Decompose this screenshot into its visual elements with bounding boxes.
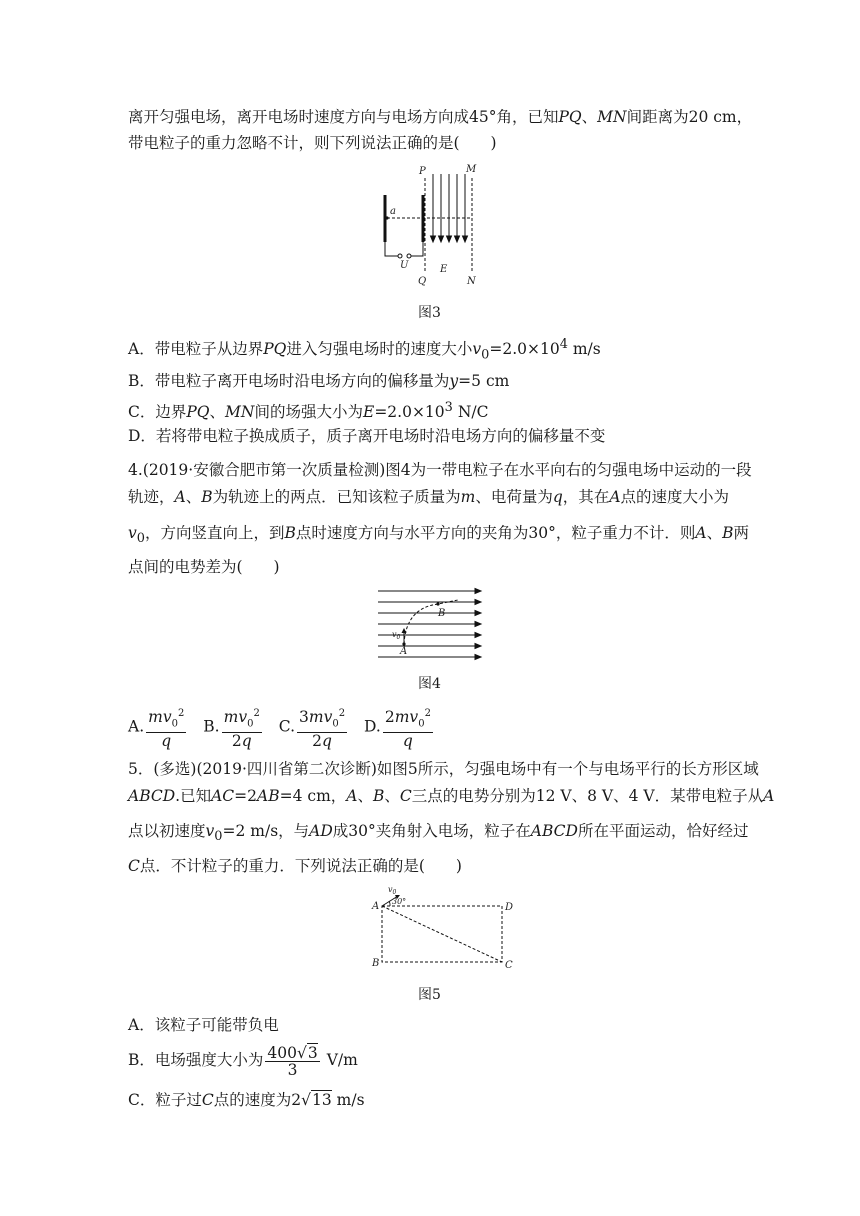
fig3-label-a: a xyxy=(390,206,396,217)
figure-4-caption: 图4 xyxy=(418,676,441,692)
fig4-label-a: A xyxy=(400,646,408,657)
figure-3-diagram xyxy=(376,160,496,288)
figure-5-caption: 图5 xyxy=(418,987,441,1003)
fig3-label-u: U xyxy=(400,260,409,271)
fig3-label-n: N xyxy=(467,276,476,287)
q5-option-a: A．该粒子可能带负电 xyxy=(128,1016,279,1034)
fig3-label-e: E xyxy=(440,264,448,275)
fig4-label-b: B xyxy=(438,608,446,619)
q4-line-3: $v_0$，方向竖直向上，到B点时速度方向与水平方向的夹角为30°，粒子重力不计．则A、B两 xyxy=(128,524,749,547)
figure-4-diagram xyxy=(376,586,486,662)
fig3-label-m: M xyxy=(466,164,477,175)
q5-option-c: C．粒子过C点的速度为2√13 m/s xyxy=(128,1091,365,1109)
q5-line-3: 点以初速度$v_0=2$ m/s，与AD成30°夹角射入电场，粒子在ABCD所在平面运动，恰好经过 xyxy=(128,822,749,845)
intro-line-2: 带电粒子的重力忽略不计，则下列说法正确的是( ) xyxy=(128,134,497,152)
figure-3-caption: 图3 xyxy=(418,305,441,321)
q4-options xyxy=(128,706,445,749)
fig3-label-q: Q xyxy=(418,276,427,287)
q4-line-4: 点间的电势差为( ) xyxy=(128,558,280,576)
q5-line-1: 5．(多选)(2019·四川省第二次诊断)如图5所示，匀强电场中有一个与电场平行的长方形区域 xyxy=(128,760,759,778)
q3-option-d: D．若将带电粒子换成质子，质子离开电场时沿电场方向的偏移量不变 xyxy=(128,427,606,445)
q4-line-2: 轨迹，A、B为轨迹上的两点．已知该粒子质量为m、电荷量为q，其在A点的速度大小为 xyxy=(128,488,730,506)
q4-option-a: A. $\frac{mv_0^2}{q}$ xyxy=(128,708,185,751)
fig5-label-d: D xyxy=(505,902,514,913)
fig5-label-a: A xyxy=(372,901,380,912)
q3-option-a: A．带电粒子从边界PQ进入匀强电场时的速度大小$v_0=2.0\times 10^4$ m/s xyxy=(128,337,601,363)
q5-line-4: C点．不计粒子的重力．下列说法正确的是( ) xyxy=(128,857,462,875)
figure-5-diagram xyxy=(362,882,522,972)
q5-option-b: B．电场强度大小为 $\frac{400√3}{3}$ V/m xyxy=(128,1043,358,1079)
q3-option-b: B．带电粒子离开电场时沿电场方向的偏移量为y=5 cm xyxy=(128,372,510,390)
fig5-label-angle: 30° xyxy=(392,897,407,906)
q4-line-1: 4.(2019·安徽合肥市第一次质量检测)图4为一带电粒子在水平向右的匀强电场中运动的一段 xyxy=(128,461,752,479)
q4-option-b: B. $\frac{mv_0^2}{2q}$ xyxy=(203,708,260,751)
fig3-label-p: P xyxy=(419,166,426,177)
q4-option-d: D. $\frac{2mv_0^2}{q}$ xyxy=(364,708,431,751)
intro-line-1: 离开匀强电场，离开电场时速度方向与电场方向成45°角，已知PQ、MN间距离为20 cm， xyxy=(128,108,753,126)
fig5-label-b: B xyxy=(372,958,380,969)
fig4-label-v0: $v_0$ xyxy=(392,630,401,641)
q5-line-2: ABCD.已知AC=2AB=4 cm，A、B、C三点的电势分别为12 V、8 V、4 V．某带电粒子从A xyxy=(128,787,775,805)
fig5-label-v0: $v_0$ xyxy=(388,885,397,896)
q3-option-c: C．边界PQ、MN间的场强大小为$E=2.0\times 10^3$ N/C xyxy=(128,400,489,422)
q4-option-c: C. $\frac{3mv_0^2}{2q}$ xyxy=(278,708,346,751)
fig5-label-c: C xyxy=(505,960,513,971)
